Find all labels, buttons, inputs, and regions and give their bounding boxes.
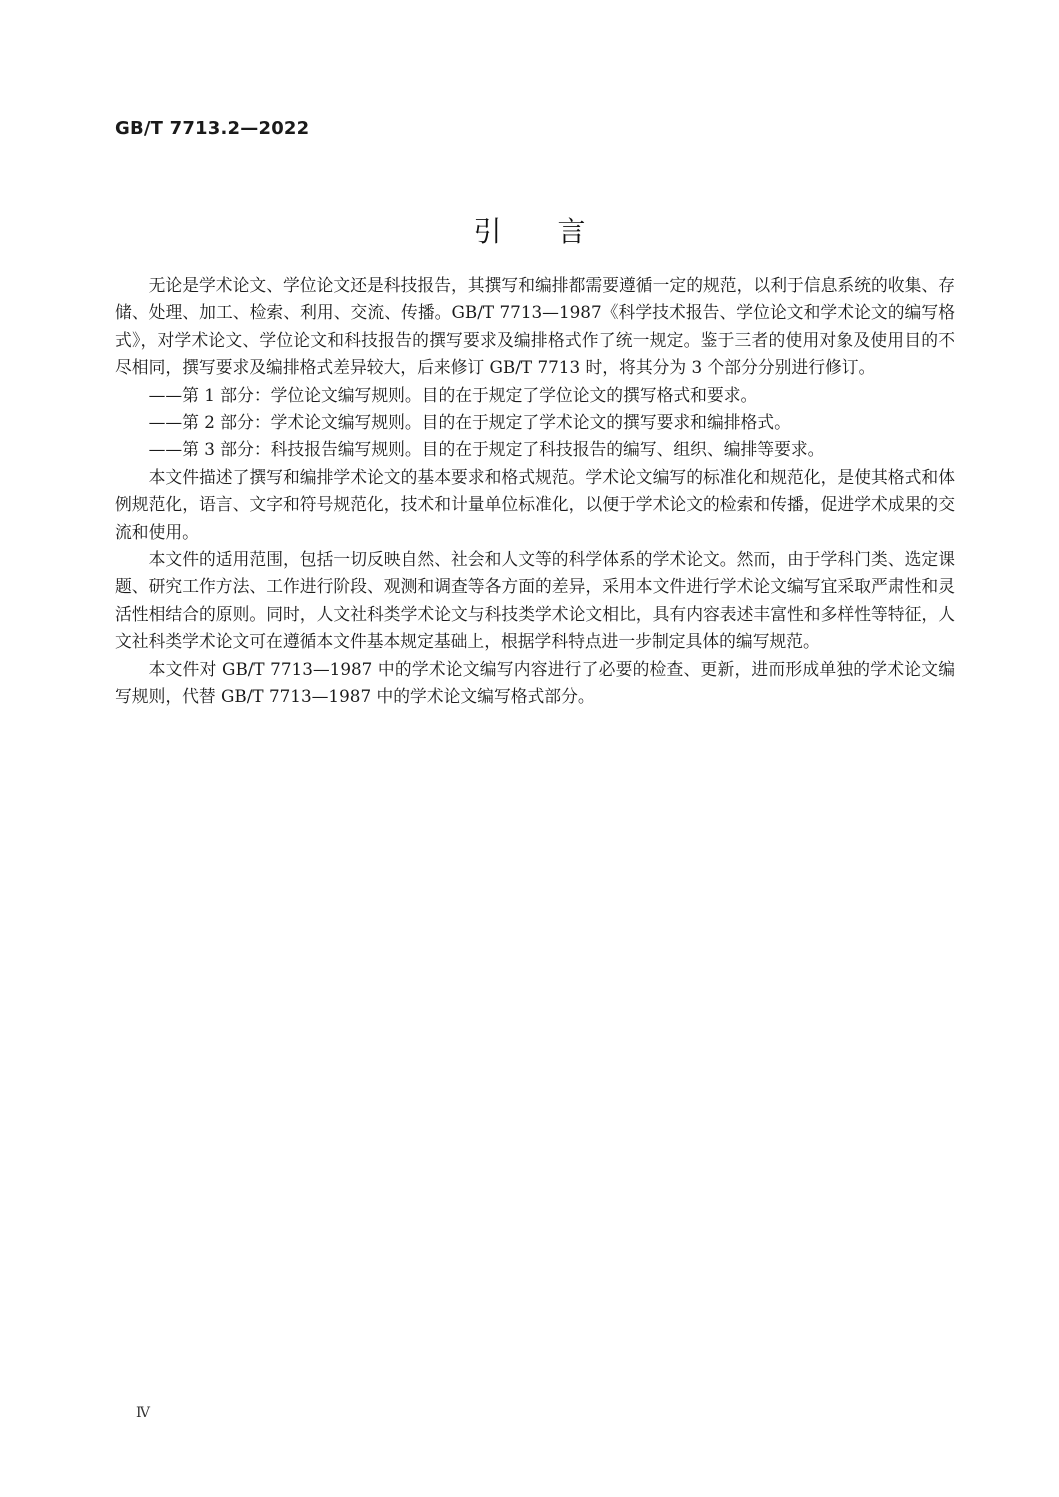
page-number: Ⅳ [136,1405,150,1421]
introduction-body [115,272,955,711]
paragraph-purpose: 本文件描述了撰写和编排学术论文的基本要求和格式规范。学术论文编写的标准化和规范化，是使其格式和体例规范化，语言、文字和符号规范化，技术和计量单位标准化，以便于学术论文的检索和传播，促进学术成果的交流和使用。 [115,466,955,542]
list-item-part-2: ——第 2 部分：学术论文编写规则。目的在于规定了学术论文的撰写要求和编排格式。 [148,412,791,433]
list-item-part-3: ——第 3 部分：科技报告编写规则。目的在于规定了科技报告的编写、组织、编排等要求。 [148,439,825,460]
standard-code: GB/T 7713.2—2022 [115,118,310,139]
paragraph-replacement: 本文件对 GB/T 7713—1987 中的学术论文编写内容进行了必要的检查、更新，进而形成单独的学术论文编写规则，代替 GB/T 7713—1987 中的学术论文编写格式部分。 [115,658,955,707]
list-item-part-1: ——第 1 部分：学位论文编写规则。目的在于规定了学位论文的撰写格式和要求。 [148,384,758,405]
paragraph-scope: 本文件的适用范围，包括一切反映自然、社会和人文等的科学体系的学术论文。然而，由于学科门类、选定课题、研究工作方法、工作进行阶段、观测和调查等各方面的差异，采用本文件进行学术论文编写宜采取严肃性和灵活性相结合的原则。同时，人文社科类学术论文与科技类学术论文相比，具有内容表述丰富性和多样性等特征，人文社科类学术论文可在遵循本文件基本规定基础上，根据学科特点进一步制定具体的编写规范。 [115,549,955,652]
paragraph-background: 无论是学术论文、学位论文还是科技报告，其撰写和编排都需要遵循一定的规范，以利于信息系统的收集、存储、处理、加工、检索、利用、交流、传播。GB/T 7713—1987《科学技术报告、学位论文和学术论文的编写格式》，对学术论文、学位论文和科技报告的撰写要求及编排格式作了统一规定。鉴于三者的使用对象及使用目的不尽相同，撰写要求及编排格式差异较大，后来修订 GB/T 7713 时，将其分为 3 个部分分别进行修订。 [115,275,955,378]
page-title: 引言 [473,215,642,248]
